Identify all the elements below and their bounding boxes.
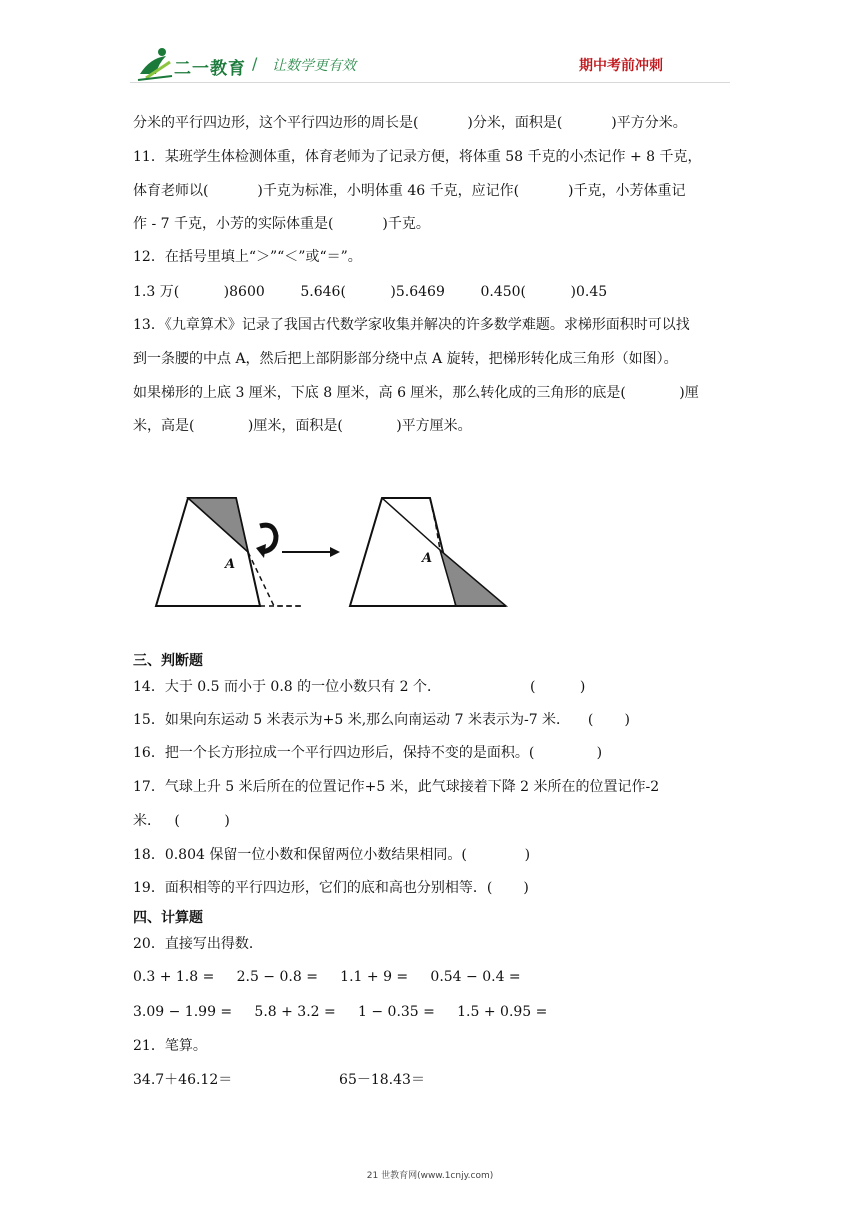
question-19: 19．面积相等的平行四边形，它们的底和高也分别相等．( ) bbox=[133, 880, 529, 896]
right-shaded-triangle bbox=[440, 550, 506, 606]
question-11-line-3: 作 - 7 千克，小芳的实际体重是( )千克。 bbox=[133, 216, 430, 232]
question-12-items: 1.3 万( )8600 5.646( )5.6469 0.450( )0.45 bbox=[133, 284, 608, 300]
slogan: 让数学更有效 bbox=[272, 58, 356, 74]
page-footer: 21 世教育网(www.1cnjy.com) bbox=[366, 1171, 494, 1181]
question-13-line-1: 13．《九章算术》记录了我国古代数学家收集并解决的许多数学难题。求梯形面积时可以找 bbox=[133, 317, 690, 333]
point-a-label-right: A bbox=[422, 551, 433, 566]
question-12: 12．在括号里填上“＞”“＜”或“＝”。 bbox=[133, 249, 362, 265]
question-17-line-2: 米． ( ) bbox=[133, 813, 230, 829]
section-3-heading: 三、判断题 bbox=[133, 653, 203, 669]
brand-name: 二一教育 bbox=[174, 59, 246, 79]
question-11-line-1: 11．某班学生体检测体重，体育老师为了记录方便，将体重 58 千克的小杰记作 + 8 千克， bbox=[133, 149, 702, 165]
question-18: 18．0.804 保留一位小数和保留两位小数结果相同。( ) bbox=[133, 847, 531, 863]
question-13-line-2: 到一条腰的中点 A，然后把上部阴影部分绕中点 A 旋转，把梯形转化成三角形（如图）。 bbox=[133, 351, 678, 367]
question-20-row-1: 0.3 + 1.8 = 2.5 − 0.8 = 1.1 + 9 = 0.54 − 0.4 = bbox=[133, 969, 521, 985]
question-20-row-2: 3.09 − 1.99 = 5.8 + 3.2 = 1 − 0.35 = 1.5 + 0.95 = bbox=[133, 1004, 548, 1020]
question-13-line-4: 米，高是( )厘米，面积是( )平方厘米。 bbox=[133, 418, 472, 434]
point-a-label-left: A bbox=[225, 557, 236, 572]
question-10-continuation: 分米的平行四边形，这个平行四边形的周长是( )分米，面积是( )平方分米。 bbox=[133, 115, 687, 131]
trapezoid-rotation-figure bbox=[150, 486, 530, 616]
question-20: 20．直接写出得数． bbox=[133, 936, 263, 952]
slogan-divider: / bbox=[252, 54, 258, 73]
question-11-line-2: 体育老师以( )千克为标准，小明体重 46 千克，应记作( )千克，小芳体重记 bbox=[133, 183, 686, 199]
question-15: 15．如果向东运动 5 米表示为+5 米,那么向南运动 7 米表示为-7 米． ( ) bbox=[133, 712, 630, 728]
page-header bbox=[0, 0, 860, 90]
question-14: 14．大于 0.5 而小于 0.8 的一位小数只有 2 个． ( ) bbox=[133, 679, 586, 695]
question-21-items: 34.7＋46.12＝ 65－18.43＝ bbox=[133, 1072, 425, 1088]
question-16: 16．把一个长方形拉成一个平行四边形后，保持不变的是面积。( ) bbox=[133, 745, 603, 761]
question-17-line-1: 17．气球上升 5 米后所在的位置记作+5 米，此气球接着下降 2 米所在的位置记作-2 bbox=[133, 779, 660, 795]
exam-tag: 期中考前冲刺 bbox=[579, 58, 663, 74]
question-21: 21．笔算。 bbox=[133, 1038, 207, 1054]
question-13-line-3: 如果梯形的上底 3 厘米，下底 8 厘米，高 6 厘米，那么转化成的三角形的底是( )厘 bbox=[133, 385, 699, 401]
section-4-heading: 四、计算题 bbox=[133, 910, 203, 926]
header-divider bbox=[130, 82, 730, 83]
